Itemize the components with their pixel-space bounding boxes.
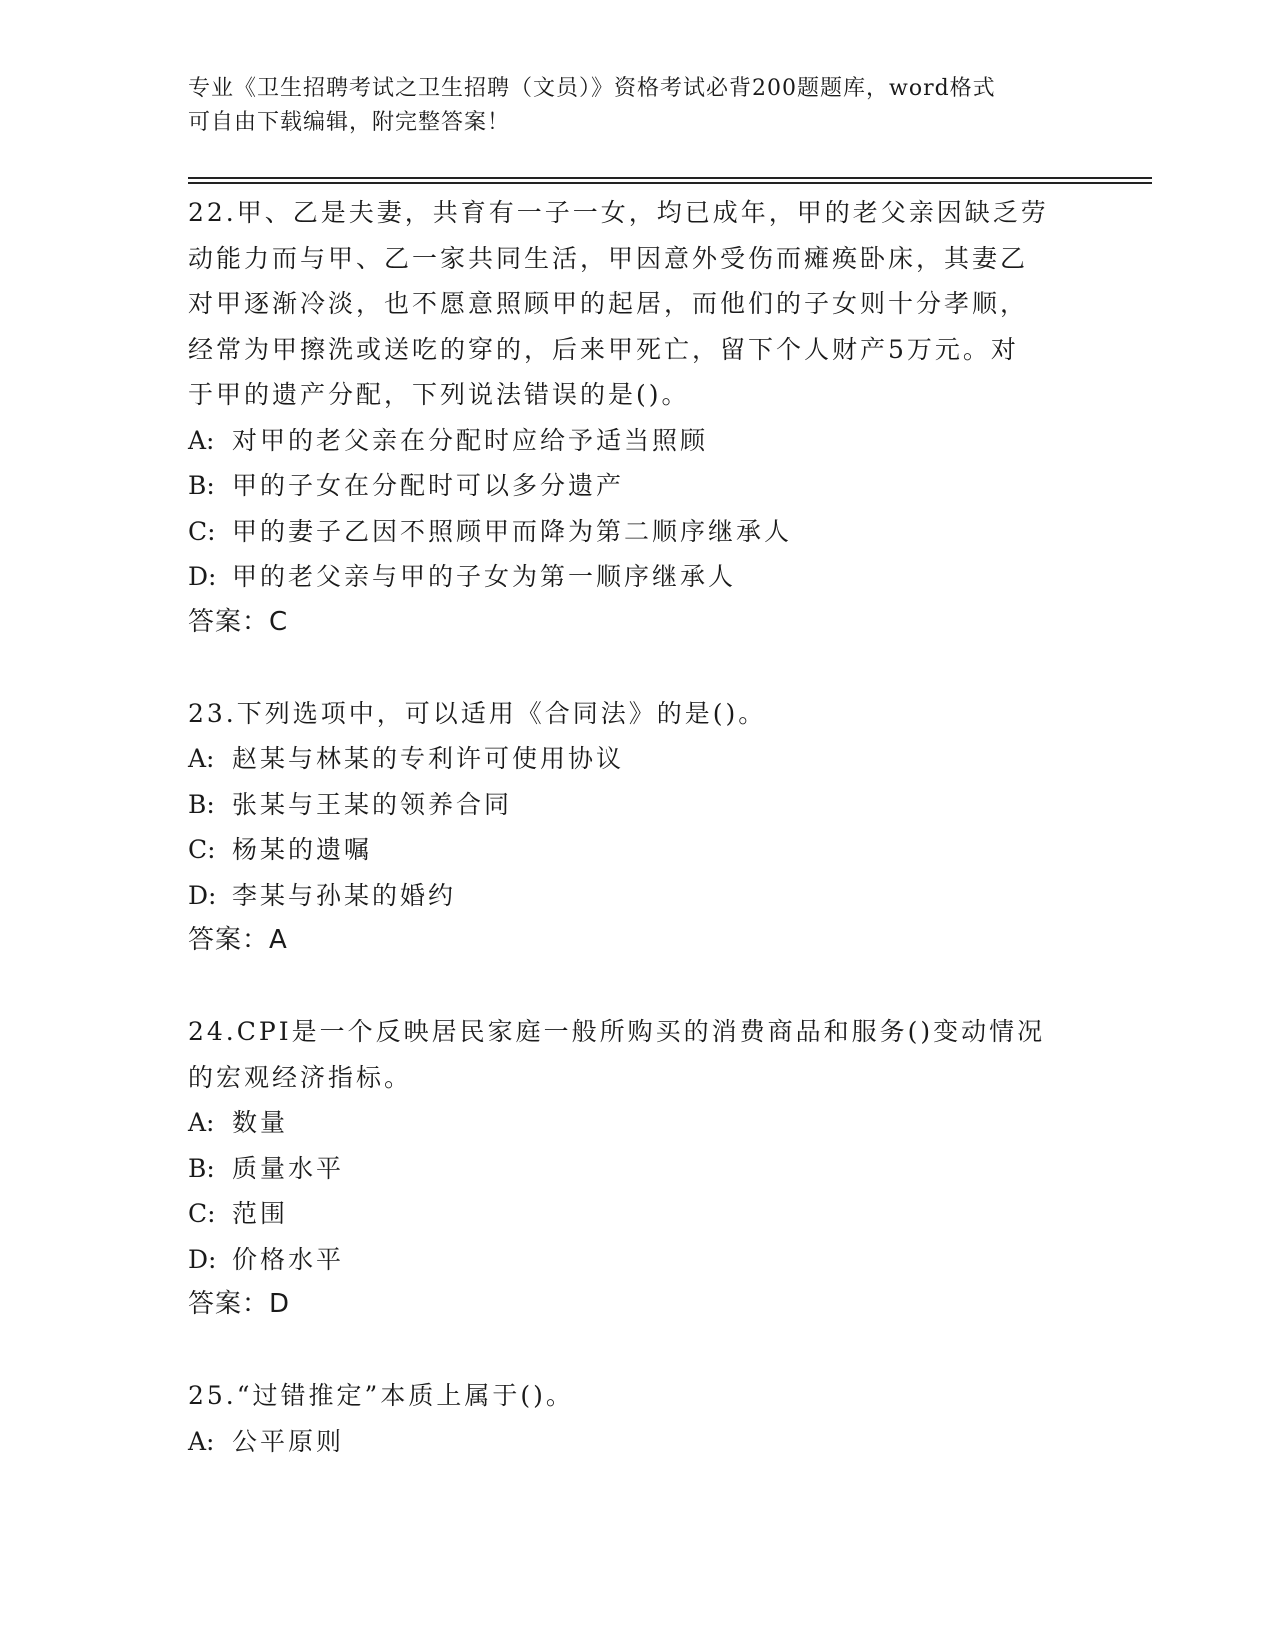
option-a (188, 1100, 1088, 1146)
question-text-line: 对甲逐渐冷淡，也不愿意照顾甲的起居，而他们的子女则十分孝顺， (188, 289, 1029, 318)
option-text: 范围 (232, 1199, 289, 1228)
spacer (188, 964, 1088, 1010)
option-d (188, 554, 1088, 600)
option-c (188, 509, 1088, 555)
option-letter: D: (188, 880, 217, 910)
option-letter: B: (188, 1153, 215, 1183)
answer-line: 答案：A (188, 925, 288, 955)
option-text: 李某与孙某的婚约 (232, 880, 457, 910)
option-letter: C: (188, 516, 216, 546)
option-letter: B: (188, 789, 215, 819)
header-line-2: 可自由下载编辑，附完整答案！ (188, 110, 511, 135)
question-text-line: 经常为甲擦洗或送吃的穿的，后来甲死亡，留下个人财产5万元。对 (188, 334, 1019, 364)
spacer (188, 1328, 1088, 1374)
option-d (188, 1237, 1088, 1283)
answer-line: 答案：C (188, 606, 289, 637)
option-text: 对甲的老父亲在分配时应给予适当照顾 (232, 425, 709, 455)
option-letter: D: (188, 562, 217, 591)
option-letter: C: (188, 835, 216, 864)
option-a (188, 1419, 1088, 1465)
option-text: 数量 (232, 1108, 289, 1137)
question-text-line: 25.“过错推定”本质上属于()。 (188, 1381, 574, 1410)
option-letter: B: (188, 471, 215, 500)
option-letter: A: (188, 1426, 215, 1456)
option-text: 甲的子女在分配时可以多分遗产 (232, 471, 625, 500)
option-b (188, 1146, 1088, 1192)
option-letter: A: (188, 744, 215, 773)
option-a (188, 418, 1088, 464)
question-text-line: 于甲的遗产分配，下列说法错误的是()。 (188, 380, 690, 409)
question-text-line: 22.甲、乙是夫妻，共育有一子一女，均已成年，甲的老父亲因缺乏劳 (188, 198, 1049, 227)
option-b (188, 782, 1088, 828)
option-b (188, 463, 1088, 509)
answer-line: 答案：D (188, 1289, 291, 1319)
option-text: 甲的老父亲与甲的子女为第一顺序继承人 (232, 562, 737, 591)
question-text-line: 23.下列选项中，可以适用《合同法》的是()。 (188, 698, 767, 728)
spacer (188, 645, 1088, 691)
question-25 (188, 1373, 1088, 1464)
option-text: 公平原则 (232, 1426, 345, 1456)
option-letter: A: (188, 425, 215, 455)
option-letter: D: (188, 1244, 217, 1274)
header-rule-top (188, 177, 1152, 179)
header-rule-bottom (188, 182, 1152, 184)
option-text: 质量水平 (232, 1153, 345, 1183)
question-text-line: 24.CPI是一个反映居民家庭一般所购买的消费商品和服务()变动情况 (188, 1017, 1046, 1046)
option-c (188, 827, 1088, 873)
question-24 (188, 1009, 1088, 1328)
option-text: 甲的妻子乙因不照顾甲而降为第二顺序继承人 (232, 516, 793, 546)
option-c (188, 1191, 1088, 1237)
document-header (188, 72, 1068, 140)
option-letter: A: (188, 1108, 215, 1137)
question-text-line: 的宏观经济指标。 (188, 1062, 413, 1092)
question-text-line: 动能力而与甲、乙一家共同生活，甲因意外受伤而瘫痪卧床，其妻乙 (188, 243, 1029, 273)
option-text: 赵某与林某的专利许可使用协议 (232, 744, 625, 773)
option-text: 张某与王某的领养合同 (232, 789, 513, 819)
question-23 (188, 691, 1088, 964)
option-text: 价格水平 (232, 1244, 345, 1274)
header-line-1: 专业《卫生招聘考试之卫生招聘（文员）》资格考试必背200题题库，word格式 (188, 76, 996, 101)
option-a (188, 736, 1088, 782)
question-22 (188, 190, 1088, 645)
option-letter: C: (188, 1199, 216, 1228)
question-list (188, 190, 1088, 1464)
option-text: 杨某的遗嘱 (232, 835, 373, 864)
option-d (188, 873, 1088, 919)
